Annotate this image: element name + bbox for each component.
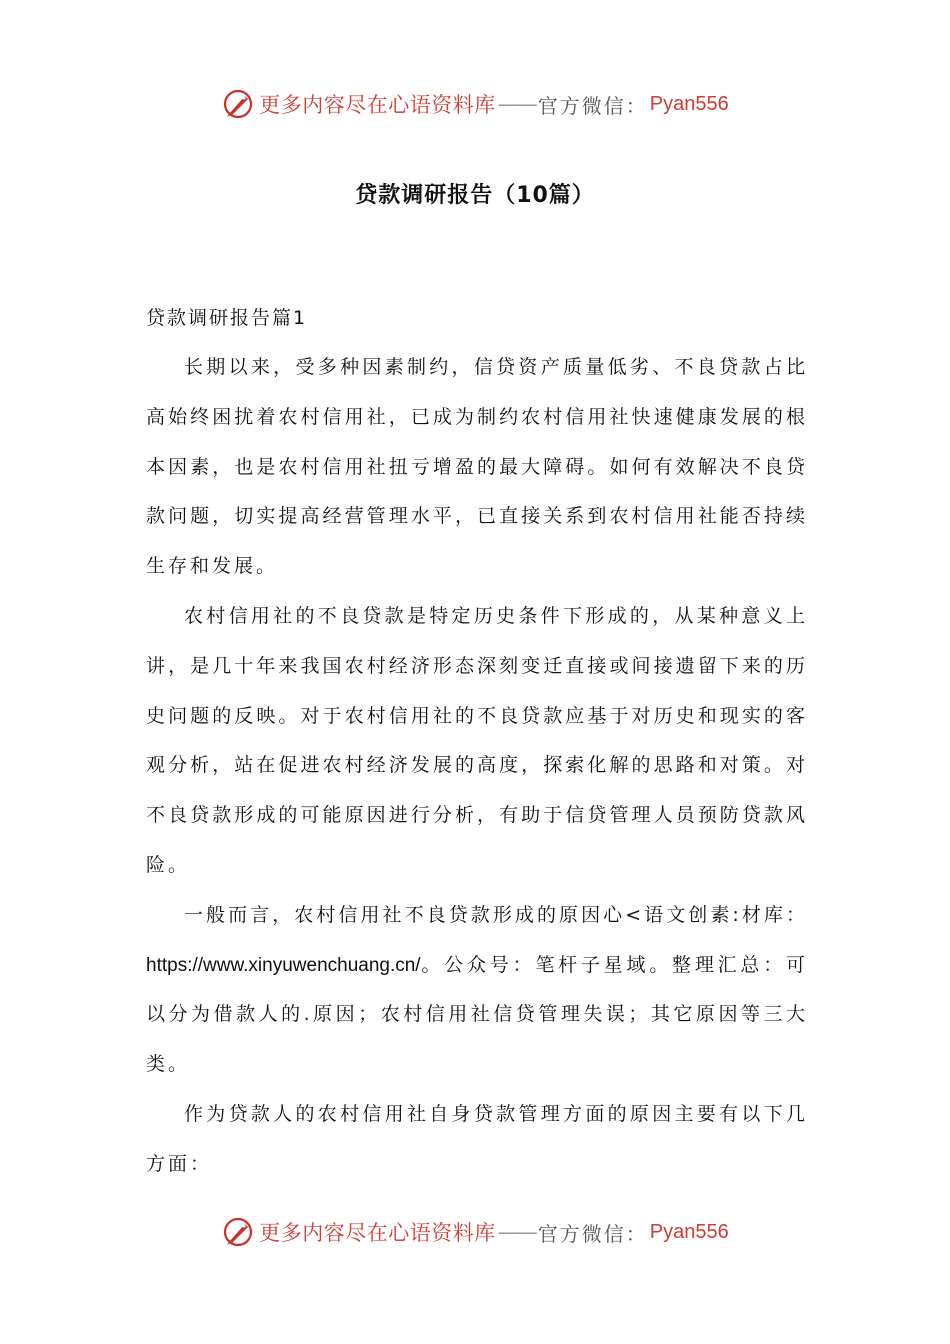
- header-watermark-banner: [0, 84, 950, 124]
- source-url-link[interactable]: https://www.xinyuwenchuang.cn/: [146, 954, 421, 976]
- section-heading: 贷款调研报告篇1: [146, 307, 308, 329]
- document-title: 贷款调研报告（10篇）: [355, 183, 595, 208]
- paragraph-1: 长期以来，受多种因素制约，信贷资产质量低劣、不良贷款占比高始终困扰着农村信用社，已成为制约农村信用社快速健康发展的根本因素，也是农村信用社扭亏增盈的最大障碍。如何有效解决不良贷款问题，切实提高经营管理水平，已直接关系到农村信用社能否持续生存和发展。: [146, 356, 808, 578]
- quill-logo-icon: [221, 87, 255, 121]
- banner-wechat-label: 官方微信：: [537, 1221, 648, 1246]
- paragraph-3: [146, 891, 808, 1090]
- banner-dash: ——: [497, 1220, 536, 1244]
- banner-brand-text: 更多内容尽在心语资料库: [259, 1221, 496, 1245]
- quill-logo-icon: [221, 1215, 255, 1249]
- paragraph-3-tail: 。公众号：笔杆子星域。整理汇总：可以分为借款人的.原因；农村信用社信贷管理失误；其它原因等三大类。: [146, 953, 808, 1076]
- document-body: [146, 343, 808, 1190]
- banner-wechat-label: 官方微信：: [537, 93, 648, 118]
- banner-dash: ——: [497, 92, 536, 116]
- paragraph-3-lead: 一般而言，农村信用社不良贷款形成的原因心<语文创素:材库：: [184, 903, 808, 926]
- paragraph-2: 农村信用社的不良贷款是特定历史条件下形成的，从某种意义上讲，是几十年来我国农村经济形态深刻变迁直接或间接遗留下来的历史问题的反映。对于农村信用社的不良贷款应基于对历史和现实的客观分析，站在促进农村经济发展的高度，探索化解的思路和对策。对不良贷款形成的可能原因进行分析，有助于信贷管理人员预防贷款风险。: [146, 604, 808, 876]
- footer-watermark-banner: [0, 1212, 950, 1252]
- banner-brand-text: 更多内容尽在心语资料库: [259, 93, 496, 117]
- banner-wechat-id: Pyan556: [649, 92, 729, 115]
- paragraph-4: 作为贷款人的农村信用社自身贷款管理方面的原因主要有以下几方面：: [146, 1102, 808, 1175]
- banner-wechat-id: Pyan556: [649, 1220, 729, 1243]
